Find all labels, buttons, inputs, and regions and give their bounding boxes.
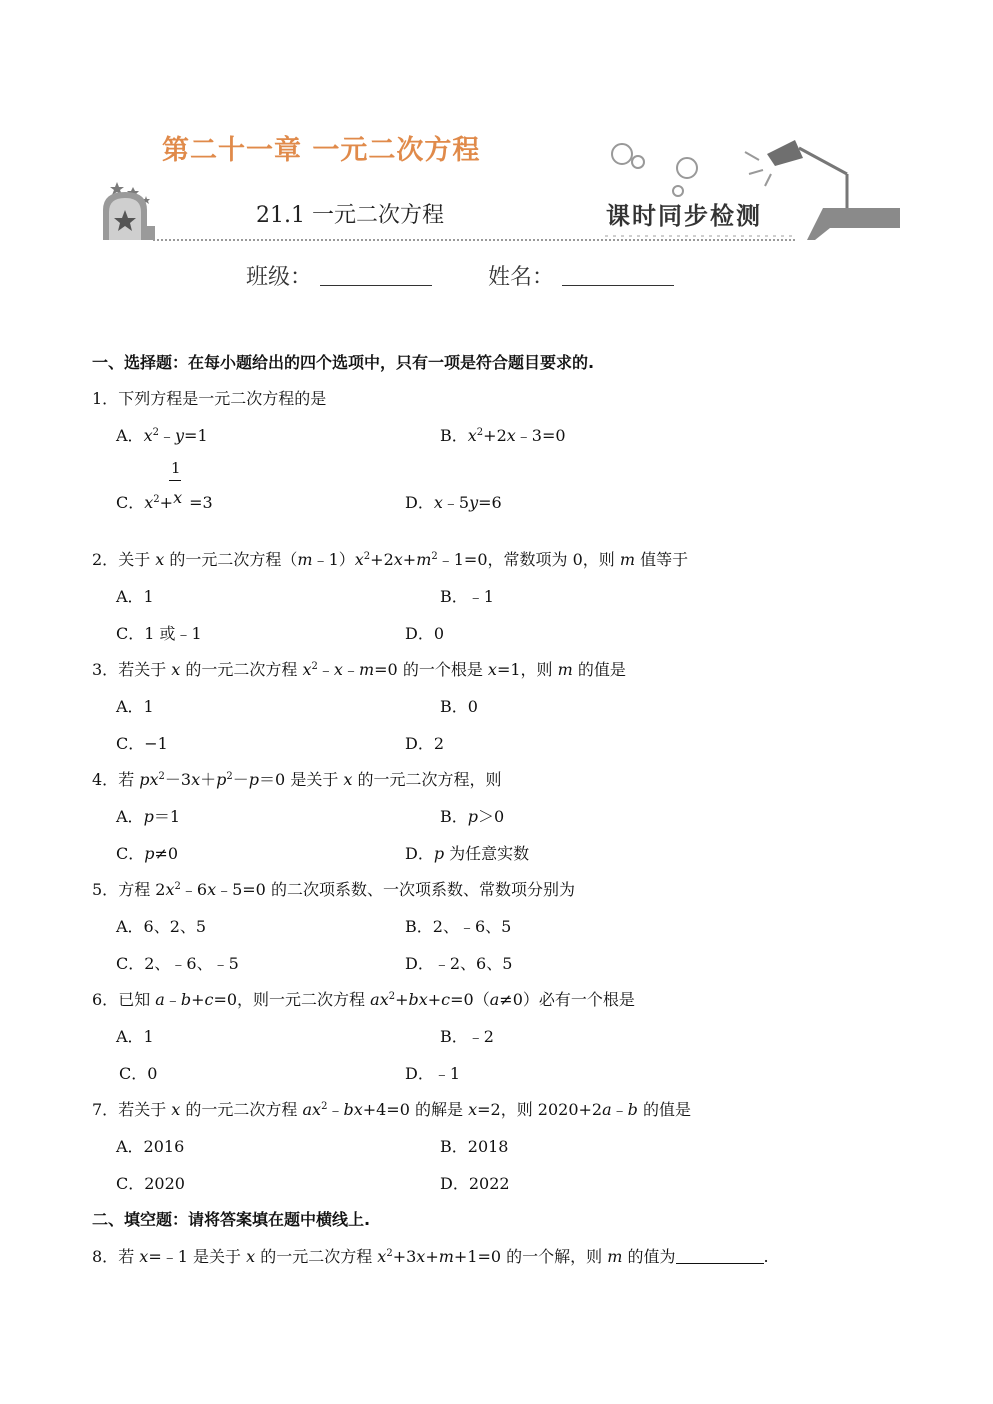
name-label: 姓名： (488, 265, 555, 290)
option-7a[interactable]: A．2016 (116, 1137, 185, 1156)
question-stem: 下列方程是一元二次方程的是 (118, 389, 327, 408)
option-2c[interactable]: C．1 或﹣1 (116, 624, 202, 643)
option-4a[interactable]: A．p＝1 (116, 807, 180, 826)
option-4b[interactable]: B．p＞0 (440, 807, 505, 826)
option-6b[interactable]: B．﹣2 (440, 1027, 494, 1046)
option-7d[interactable]: D．2022 (440, 1174, 510, 1193)
option-2d[interactable]: D．0 (405, 624, 445, 643)
bubble-icon (612, 144, 632, 164)
option-6d[interactable]: D．﹣1 (405, 1064, 461, 1083)
question-number: 2． (92, 550, 119, 569)
class-label: 班级： (246, 265, 313, 290)
option-3c[interactable]: C．−1 (116, 734, 168, 753)
option-2a[interactable]: A．1 (116, 587, 154, 606)
question-number: 1． (92, 389, 119, 408)
option-6a[interactable]: A．1 (116, 1027, 154, 1046)
option-4c[interactable]: C．p≠0 (116, 844, 179, 863)
question-6: 6．已知 a﹣b+c=0，则一元二次方程 $ax^2+bx+c=0(a\ne 0)$必有一个根是 (92, 990, 635, 1009)
option-5d[interactable]: D．﹣2、6、5 (405, 954, 513, 973)
question-3: 3．若关于 x 的一元二次方程 $x^2﹣x﹣m=0$ 的一个根是 x=1，则 m 的值是 (92, 660, 626, 679)
question-1 (92, 386, 326, 409)
option-5b[interactable]: B．2、﹣6、5 (405, 917, 512, 936)
section-heading-fill: 二、填空题：请将答案填在题中横线上. (92, 1210, 371, 1229)
option-1d[interactable]: D．x﹣5y=6 (405, 493, 502, 512)
option-1c[interactable]: C．$x^2+x =3$ (116, 488, 213, 512)
question-5: 5．方程 $2x^2﹣6x﹣5=0$ 的二次项系数、一次项系数、常数项分别为 (92, 880, 575, 899)
option-6c[interactable]: C．0 (119, 1064, 158, 1083)
section-title: 21.1 一元二次方程 (256, 203, 444, 228)
question-2: 2．关于 x 的一元二次方程$(m﹣1)x^2+2x+m^2﹣1=0$，常数项为 0，则 m 值等于 (92, 550, 689, 569)
answer-blank[interactable] (676, 1247, 764, 1264)
option-1b[interactable]: B．$x^2+2x﹣3=0$ (440, 426, 566, 445)
name-field[interactable] (562, 285, 674, 286)
question-number: 8． (92, 1247, 119, 1266)
option-4d[interactable]: D．p 为任意实数 (405, 844, 530, 863)
question-number: 7． (92, 1100, 119, 1119)
option-2b[interactable]: B．﹣1 (440, 587, 494, 606)
option-7b[interactable]: B．2018 (440, 1137, 509, 1156)
option-3b[interactable]: B．0 (440, 697, 478, 716)
option-5c[interactable]: C．2、﹣6、﹣5 (116, 954, 239, 973)
question-7: 7．若关于 x 的一元二次方程 $ax^2﹣bx+4=0$ 的解是 x=2，则 2020+2a﹣b 的值是 (92, 1100, 691, 1119)
section-heading-choice: 一、选择题：在每小题给出的四个选项中，只有一项是符合题目要求的. (92, 353, 595, 372)
question-number: 4． (92, 770, 119, 789)
question-number: 6． (92, 990, 119, 1009)
option-5a[interactable]: A．6、2、5 (116, 917, 207, 936)
option-3d[interactable]: D．2 (405, 734, 445, 753)
question-number: 3． (92, 660, 119, 679)
option-1a[interactable]: A．$x^2﹣y=1$ (116, 426, 208, 445)
class-field[interactable] (320, 285, 432, 286)
option-7c[interactable]: C．2020 (116, 1174, 185, 1193)
banner-tag: 课时同步检测 (606, 201, 762, 230)
question-number: 5． (92, 880, 119, 899)
question-8: 8．若 x=﹣1 是关于 x 的一元二次方程 $x^2+3x+m+1=0$ 的一个解，则 m 的值为 . (92, 1247, 769, 1266)
option-3a[interactable]: A．1 (116, 697, 154, 716)
question-4: 4．若 $px^2-3x+p^2-p=0$ 是关于 x 的一元二次方程，则 (92, 770, 502, 789)
chapter-title: 第二十一章 一元二次方程 (162, 135, 481, 166)
